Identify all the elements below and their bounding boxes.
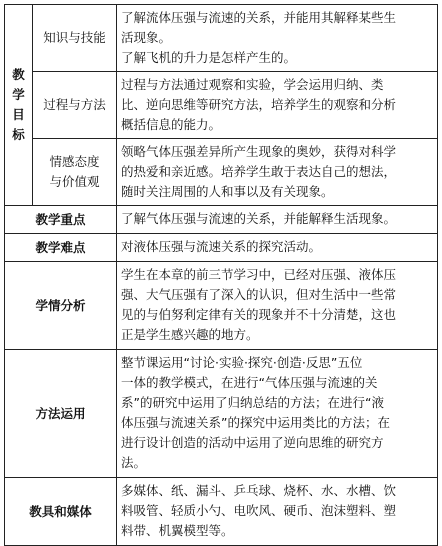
goal-row-knowledge xyxy=(5,5,438,72)
teaching-goals-label: 教 学 目 标 xyxy=(5,5,33,206)
materials-row xyxy=(5,478,438,546)
methods-content: 整节课运用“讨论·实验·探究·创造·反思”五位 一体的教学模式，在进行“气体压强与流速的关 系”的研究中运用了归纳总结的方法；在进行“液 体压强与流速关系”的探究中运用类比的方法；在 进行设计创造的活动中运用了逆向思维的研究方 法。 xyxy=(117,350,438,478)
knowledge-skills-label: 知识与技能 xyxy=(33,5,117,72)
learner-analysis-content: 学生在本章的前三节学习中，已经对压强、液体压 强、大气压强有了深入的认识，但对生活中一些常 见的与伯努利定律有关的现象并不十分清楚，这也 正是学生感兴趣的地方。 xyxy=(117,262,438,350)
materials-content: 多媒体、纸、漏斗、乒乓球、烧杯、水、水槽、饮 料吸管、轻质小勺、电吹风、硬币、泡沫塑料、塑 料带、机翼模型等。 xyxy=(117,478,438,546)
lesson-plan-table xyxy=(4,4,438,546)
key-point-label: 教学重点 xyxy=(5,206,117,234)
goal-row-attitude xyxy=(5,139,438,206)
goal-row-process xyxy=(5,72,438,139)
methods-row xyxy=(5,350,438,478)
difficulty-content: 对液体压强与流速关系的探究活动。 xyxy=(117,234,438,262)
process-methods-content: 过程与方法通过观察和实验，学会运用归纳、类 比、逆向思维等研究方法，培养学生的观察和分析 概括信息的能力。 xyxy=(117,72,438,139)
methods-label: 方法运用 xyxy=(5,350,117,478)
difficulty-row xyxy=(5,234,438,262)
learner-analysis-row xyxy=(5,262,438,350)
materials-label: 教具和媒体 xyxy=(5,478,117,546)
difficulty-label: 教学难点 xyxy=(5,234,117,262)
knowledge-skills-content: 了解流体压强与流速的关系，并能用其解释某些生 活现象。 了解飞机的升力是怎样产生的。 xyxy=(117,5,438,72)
learner-analysis-label: 学情分析 xyxy=(5,262,117,350)
process-methods-label: 过程与方法 xyxy=(33,72,117,139)
attitude-values-content: 领略气体压强差异所产生现象的奥妙，获得对科学 的热爱和亲近感。培养学生敢于表达自己的想法， 随时关注周围的人和事以及有关现象。 xyxy=(117,139,438,206)
attitude-values-label: 情感态度 与价值观 xyxy=(33,139,117,206)
key-point-content: 了解气体压强与流速的关系，并能解释生活现象。 xyxy=(117,206,438,234)
key-point-row xyxy=(5,206,438,234)
